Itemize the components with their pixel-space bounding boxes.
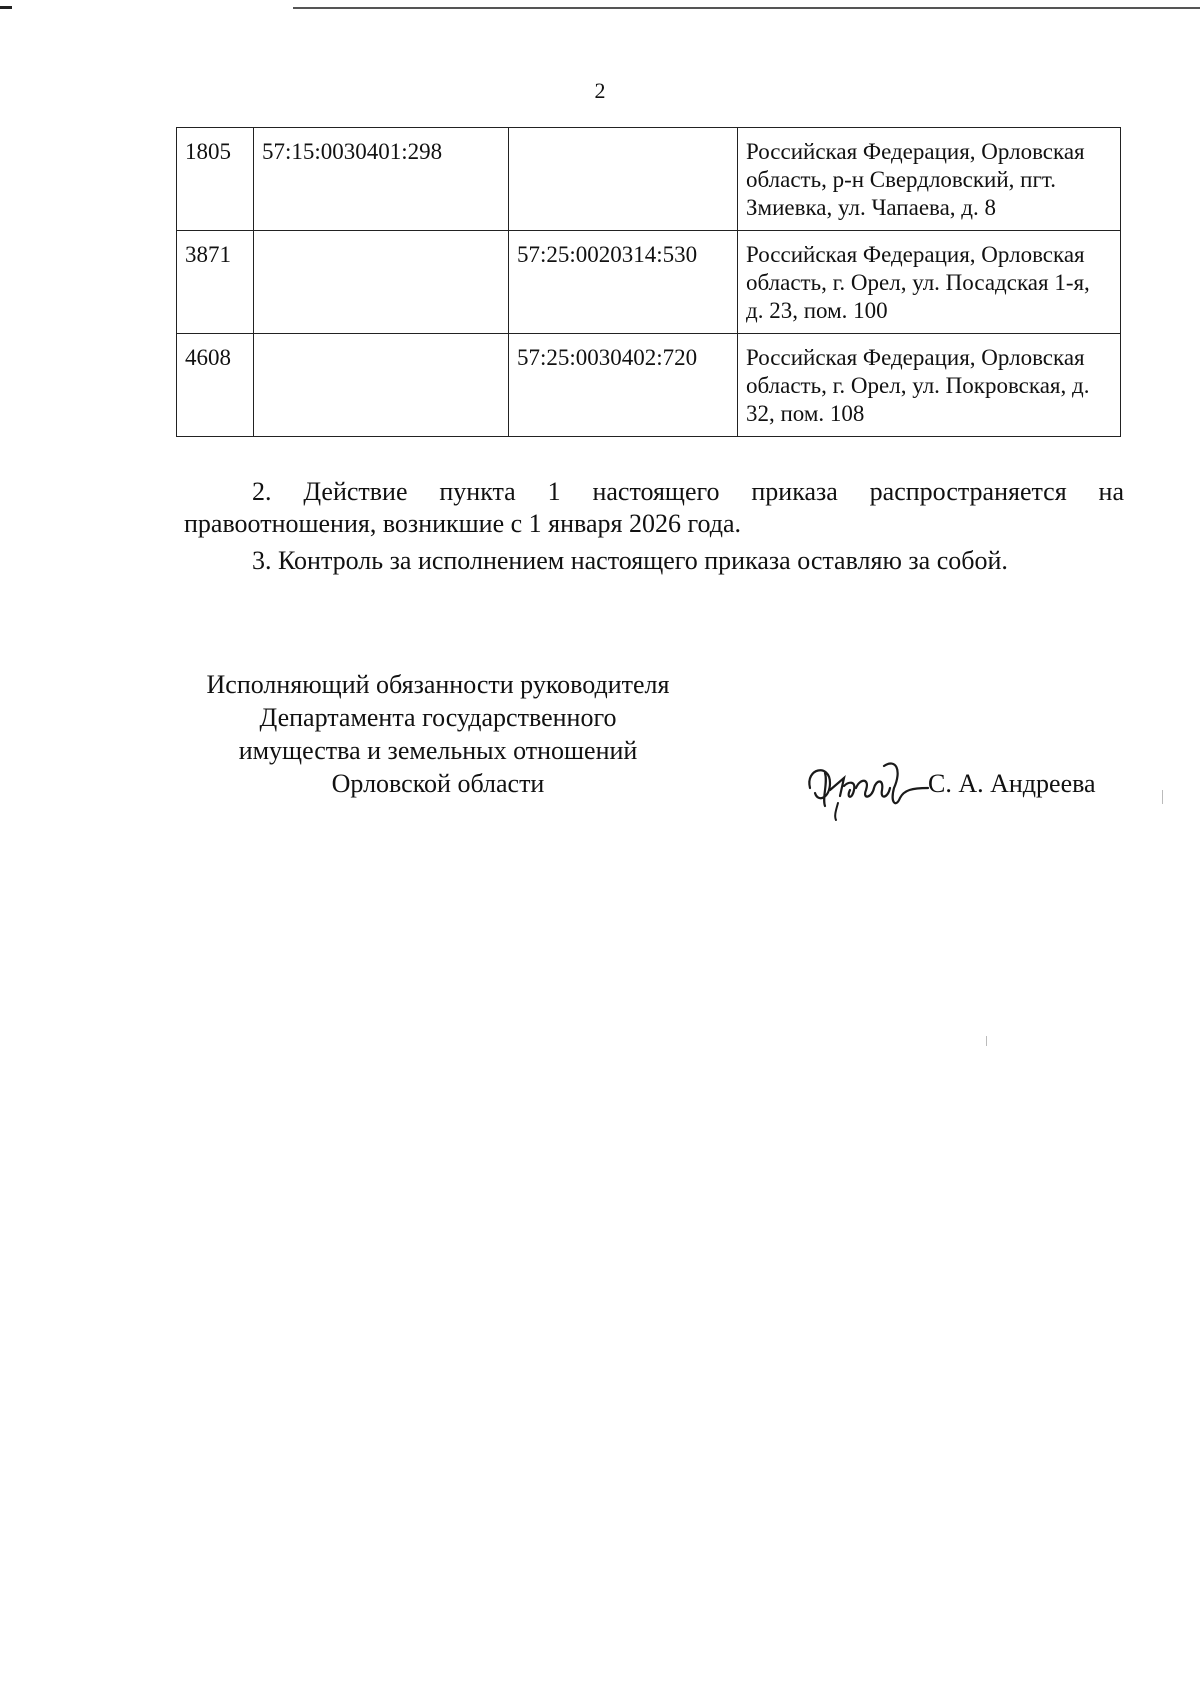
scan-speck bbox=[986, 1036, 987, 1046]
table-row bbox=[177, 334, 1121, 437]
scan-edge-mark bbox=[0, 6, 12, 9]
address-cell: Российская Федерация, Орловская область, г. Орел, ул. Покровская, д. 32, пом. 108 bbox=[738, 334, 1121, 437]
signer-position-line: Исполняющий обязанности руководителя bbox=[206, 670, 670, 699]
table-row bbox=[177, 128, 1121, 231]
row-id: 1805 bbox=[177, 128, 254, 231]
cadastral-number-land bbox=[254, 334, 509, 437]
address-cell: Российская Федерация, Орловская область, г. Орел, ул. Посадская 1-я, д. 23, пом. 100 bbox=[738, 231, 1121, 334]
signer-position-line: имущества и земельных отношений bbox=[238, 736, 638, 765]
signer-position-line: Департамента государственного bbox=[259, 703, 617, 732]
signer-name: С. А. Андреева bbox=[928, 769, 1096, 798]
row-id: 3871 bbox=[177, 231, 254, 334]
cadastral-number-premises: 57:25:0020314:530 bbox=[509, 231, 738, 334]
scan-top-line bbox=[293, 7, 1200, 9]
page-number: 2 bbox=[594, 78, 606, 103]
table-row bbox=[177, 231, 1121, 334]
cadastral-number-premises bbox=[509, 128, 738, 231]
signer-position bbox=[168, 668, 708, 800]
scan-speck bbox=[1162, 790, 1163, 804]
property-table bbox=[176, 127, 1121, 437]
paragraph-3: 3. Контроль за исполнением настоящего приказа оставляю за собой. bbox=[252, 546, 1008, 575]
cadastral-number-land bbox=[254, 231, 509, 334]
row-id: 4608 bbox=[177, 334, 254, 437]
signer-position-line: Орловской области bbox=[331, 769, 545, 798]
cadastral-number-land: 57:15:0030401:298 bbox=[254, 128, 509, 231]
paragraph-2: 2. Действие пункта 1 настоящего приказа распространяется на правоотношения, возникшие с 1 января 2026 года. bbox=[184, 477, 1124, 538]
cadastral-number-premises: 57:25:0030402:720 bbox=[509, 334, 738, 437]
handwritten-signature bbox=[800, 748, 940, 828]
address-cell: Российская Федерация, Орловская область, р-н Свердловский, пгт. Змиевка, ул. Чапаева, д. 8 bbox=[738, 128, 1121, 231]
